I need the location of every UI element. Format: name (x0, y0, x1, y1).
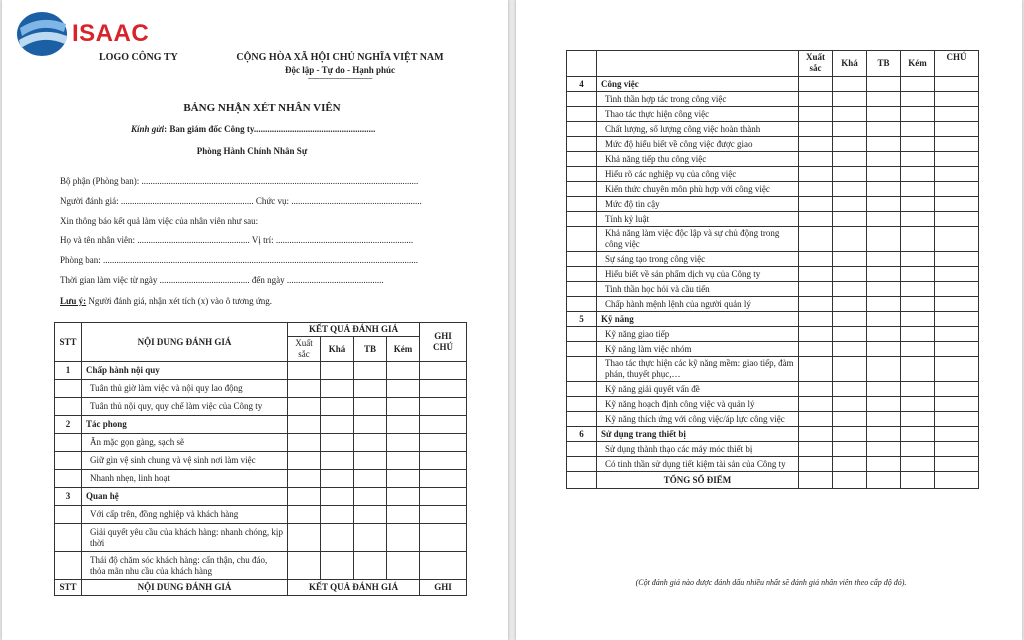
rating-cell[interactable] (901, 442, 935, 457)
criterion-row (567, 252, 979, 267)
criterion-label: Sự sáng tạo trong công việc (597, 252, 799, 267)
criterion-label: Chất lượng, số lượng công việc hoàn thành (597, 122, 799, 137)
criterion-label: Có tinh thần sử dụng tiết kiệm tài sản của Công ty (597, 457, 799, 472)
criterion-row (567, 227, 979, 252)
rating-cell[interactable] (867, 357, 901, 382)
note-cell[interactable] (935, 197, 979, 212)
rating-cell[interactable] (799, 397, 833, 412)
note-cell[interactable] (935, 227, 979, 252)
header-level: Xuất sắc (288, 337, 321, 362)
criterion-label: Thao tác thực hiện các kỹ năng mềm: giao tiếp, đàm phán, thuyết phục,… (597, 357, 799, 382)
rating-cell[interactable] (799, 357, 833, 382)
rating-cell[interactable] (833, 227, 867, 252)
group-row (55, 416, 467, 434)
company-logo-icon (16, 10, 70, 58)
rating-cell[interactable] (833, 342, 867, 357)
group-stt: 1 (55, 362, 82, 380)
form-line: Bộ phận (Phòng ban): ........................................................................................................................... (60, 176, 419, 186)
rating-cell[interactable] (901, 342, 935, 357)
group-stt: 3 (55, 488, 82, 506)
rating-cell[interactable] (867, 412, 901, 427)
rating-cell[interactable] (833, 167, 867, 182)
group-title: Chấp hành nội quy (82, 362, 288, 380)
department-name: Phòng Hành Chính Nhân Sự (196, 146, 308, 156)
footnote: (Cột đánh giá nào được đánh dấu nhiều nhất sẽ đánh giá nhân viên theo cấp độ đó). (635, 578, 907, 587)
rating-cell[interactable] (354, 452, 387, 470)
criterion-label: Tinh thần học hỏi và cầu tiến (597, 282, 799, 297)
rating-cell[interactable] (387, 552, 420, 580)
criterion-row (567, 182, 979, 197)
rating-cell[interactable] (799, 92, 833, 107)
note-cell[interactable] (935, 397, 979, 412)
note-cell[interactable] (935, 267, 979, 282)
criterion-label: Chấp hành mệnh lệnh của người quản lý (597, 297, 799, 312)
criterion-row (567, 107, 979, 122)
evaluation-table-1 (54, 322, 467, 596)
criterion-label: Nhanh nhẹn, linh hoạt (82, 470, 288, 488)
note-cell[interactable] (420, 524, 467, 552)
header-result: KẾT QUẢ ĐÁNH GIÁ (288, 323, 420, 337)
motto-rule: ----------------------------------- (307, 74, 373, 82)
header-level: TB (867, 51, 901, 77)
rating-cell[interactable] (833, 152, 867, 167)
rating-cell[interactable] (901, 412, 935, 427)
criterion-label: Sử dụng thành thạo các máy móc thiết bị (597, 442, 799, 457)
criterion-row (567, 327, 979, 342)
rating-cell[interactable] (799, 252, 833, 267)
rating-cell[interactable] (833, 442, 867, 457)
rating-cell[interactable] (833, 212, 867, 227)
criterion-label: Kỹ năng hoạch định công việc và quản lý (597, 397, 799, 412)
criterion-label: Thao tác thực hiện công việc (597, 107, 799, 122)
criterion-row (55, 552, 467, 580)
rating-cell[interactable] (799, 382, 833, 397)
rating-cell[interactable] (867, 167, 901, 182)
note-cell[interactable] (935, 357, 979, 382)
criterion-row (567, 92, 979, 107)
criterion-label: Giải quyết yêu cầu của khách hàng: nhanh chóng, kịp thời (82, 524, 288, 552)
rating-cell[interactable] (799, 342, 833, 357)
header-note: GHI CHÚ (420, 323, 467, 362)
kinh-gui-line: Kính gửi: Ban giám đốc Công ty...................................................... (131, 124, 376, 134)
document-page-2 (516, 0, 1022, 640)
criterion-label: Kỹ năng giải quyết vấn đề (597, 382, 799, 397)
note-cell[interactable] (935, 137, 979, 152)
rating-cell[interactable] (321, 524, 354, 552)
rating-cell[interactable] (901, 92, 935, 107)
rating-cell[interactable] (799, 227, 833, 252)
criterion-row (567, 442, 979, 457)
rating-cell[interactable] (354, 434, 387, 452)
rating-cell[interactable] (387, 506, 420, 524)
criterion-label: Giữ gìn vệ sinh chung và vệ sinh nơi làm việc (82, 452, 288, 470)
criterion-row (567, 457, 979, 472)
logo-text: ISAAC (72, 20, 150, 47)
rating-cell[interactable] (799, 297, 833, 312)
criterion-row (567, 212, 979, 227)
note-cell[interactable] (935, 167, 979, 182)
note-cell[interactable] (935, 412, 979, 427)
rating-cell[interactable] (867, 122, 901, 137)
rating-cell[interactable] (354, 552, 387, 580)
rating-cell[interactable] (799, 197, 833, 212)
rating-cell[interactable] (867, 442, 901, 457)
rating-cell[interactable] (867, 212, 901, 227)
rating-cell[interactable] (354, 398, 387, 416)
criterion-label: Mức độ hiểu biết về công việc được giao (597, 137, 799, 152)
note-cell[interactable] (420, 552, 467, 580)
group-stt: 5 (567, 312, 597, 327)
rating-cell[interactable] (867, 152, 901, 167)
note-cell[interactable] (420, 452, 467, 470)
form-line: Thời gian làm việc từ ngày ........................................ đến ngày ........................................... (60, 275, 384, 285)
rating-cell[interactable] (387, 434, 420, 452)
group-row (55, 362, 467, 380)
rating-cell[interactable] (867, 92, 901, 107)
rating-cell[interactable] (833, 382, 867, 397)
note-cell[interactable] (935, 182, 979, 197)
rating-cell[interactable] (901, 197, 935, 212)
rating-cell[interactable] (321, 470, 354, 488)
header-stt: STT (55, 323, 82, 362)
header-note: CHÚ (935, 51, 979, 77)
doc-title: BẢNG NHẬN XÉT NHÂN VIÊN (183, 102, 341, 114)
form-line: Phòng ban: ............................................................................................................................................ (60, 255, 419, 265)
note-cell[interactable] (420, 380, 467, 398)
rating-cell[interactable] (799, 282, 833, 297)
rating-cell[interactable] (799, 457, 833, 472)
note-cell[interactable] (935, 212, 979, 227)
header-content: NỘI DUNG ĐÁNH GIÁ (82, 323, 288, 362)
rating-cell[interactable] (901, 252, 935, 267)
group-title: Sử dụng trang thiết bị (597, 427, 799, 442)
rating-cell[interactable] (901, 382, 935, 397)
rating-cell[interactable] (901, 457, 935, 472)
criterion-label: Hiểu biết về sản phẩm dịch vụ của Công ty (597, 267, 799, 282)
rating-cell[interactable] (321, 452, 354, 470)
footer-stt: STT (55, 580, 82, 596)
group-title: Tác phong (82, 416, 288, 434)
rating-cell[interactable] (288, 380, 321, 398)
note-cell[interactable] (420, 470, 467, 488)
rating-cell[interactable] (901, 282, 935, 297)
rating-cell[interactable] (288, 434, 321, 452)
rating-cell[interactable] (833, 182, 867, 197)
rating-cell[interactable] (387, 380, 420, 398)
rating-cell[interactable] (833, 357, 867, 382)
group-stt: 2 (55, 416, 82, 434)
form-line: Họ và tên nhân viên: .................................................. Vị trí: ............................................................. (60, 235, 414, 245)
rating-cell[interactable] (288, 524, 321, 552)
rating-cell[interactable] (867, 342, 901, 357)
note-cell[interactable] (420, 434, 467, 452)
rating-cell[interactable] (799, 182, 833, 197)
group-row (567, 427, 979, 442)
criterion-row (567, 122, 979, 137)
rating-cell[interactable] (288, 552, 321, 580)
rating-cell[interactable] (833, 297, 867, 312)
rating-cell[interactable] (833, 282, 867, 297)
group-title: Quan hệ (82, 488, 288, 506)
criterion-label: Tuân thủ nội quy, quy chế làm việc của Công ty (82, 398, 288, 416)
criterion-label: Kỹ năng làm việc nhóm (597, 342, 799, 357)
header-level: Kém (387, 337, 420, 362)
rating-cell[interactable] (833, 137, 867, 152)
rating-cell[interactable] (901, 397, 935, 412)
criterion-label: Khả năng làm việc độc lập và sự chủ động trong công việc (597, 227, 799, 252)
rating-cell[interactable] (321, 506, 354, 524)
criterion-row (567, 167, 979, 182)
rating-cell[interactable] (799, 327, 833, 342)
rating-cell[interactable] (901, 357, 935, 382)
rating-cell[interactable] (387, 470, 420, 488)
note-cell[interactable] (935, 107, 979, 122)
rating-cell[interactable] (387, 524, 420, 552)
rating-cell[interactable] (354, 524, 387, 552)
criterion-row (55, 398, 467, 416)
header-level: Khá (321, 337, 354, 362)
document-page-1 (2, 0, 508, 640)
criterion-label: Tính kỷ luật (597, 212, 799, 227)
evaluation-table-2 (566, 50, 979, 489)
rating-cell[interactable] (799, 107, 833, 122)
note-cell[interactable] (935, 122, 979, 137)
criterion-label: Tinh thần hợp tác trong công việc (597, 92, 799, 107)
criterion-label: Mức độ tin cậy (597, 197, 799, 212)
header-level: Khá (833, 51, 867, 77)
rating-cell[interactable] (901, 297, 935, 312)
criterion-row (567, 342, 979, 357)
group-title: Kỹ năng (597, 312, 799, 327)
footer-result: KẾT QUẢ ĐÁNH GIÁ (288, 580, 420, 596)
rating-cell[interactable] (867, 182, 901, 197)
rating-cell[interactable] (799, 267, 833, 282)
rating-cell[interactable] (833, 397, 867, 412)
criterion-label: Tuân thủ giờ làm việc và nội quy lao động (82, 380, 288, 398)
header-level: TB (354, 337, 387, 362)
criterion-label: Khả năng tiếp thu công việc (597, 152, 799, 167)
rating-cell[interactable] (867, 227, 901, 252)
rating-cell[interactable] (901, 167, 935, 182)
criterion-row (567, 197, 979, 212)
rating-cell[interactable] (833, 267, 867, 282)
rating-cell[interactable] (867, 197, 901, 212)
group-row (55, 488, 467, 506)
rating-cell[interactable] (867, 267, 901, 282)
total-label: TỔNG SỐ ĐIỂM (597, 472, 799, 489)
note-cell[interactable] (935, 282, 979, 297)
criterion-row (567, 397, 979, 412)
logo-caption: LOGO CÔNG TY (99, 52, 178, 63)
rating-cell[interactable] (901, 227, 935, 252)
rating-cell[interactable] (799, 412, 833, 427)
rating-cell[interactable] (833, 457, 867, 472)
rating-cell[interactable] (288, 452, 321, 470)
group-title: Công việc (597, 77, 799, 92)
note-cell[interactable] (935, 297, 979, 312)
criterion-row (55, 434, 467, 452)
rating-cell[interactable] (354, 506, 387, 524)
rating-cell[interactable] (321, 398, 354, 416)
criterion-label: Ăn mặc gọn gàng, sạch sẽ (82, 434, 288, 452)
criterion-label: Kỹ năng giao tiếp (597, 327, 799, 342)
rating-cell[interactable] (901, 267, 935, 282)
rating-cell[interactable] (867, 327, 901, 342)
note-cell[interactable] (935, 457, 979, 472)
rating-cell[interactable] (901, 212, 935, 227)
criterion-row (55, 506, 467, 524)
rating-cell[interactable] (799, 122, 833, 137)
note-cell[interactable] (935, 442, 979, 457)
rating-cell[interactable] (799, 152, 833, 167)
rating-cell[interactable] (833, 107, 867, 122)
criterion-row (55, 524, 467, 552)
group-stt: 4 (567, 77, 597, 92)
rating-cell[interactable] (833, 122, 867, 137)
criterion-row (567, 357, 979, 382)
rating-cell[interactable] (867, 282, 901, 297)
header-level: Xuất sắc (799, 51, 833, 77)
footer-content: NỘI DUNG ĐÁNH GIÁ (82, 580, 288, 596)
note-cell[interactable] (935, 342, 979, 357)
rating-cell[interactable] (387, 398, 420, 416)
form-line: Người đánh giá: ........................................................... Chức vụ: .......................................................... (60, 196, 422, 206)
note-cell[interactable] (935, 152, 979, 167)
rating-cell[interactable] (867, 252, 901, 267)
rating-cell[interactable] (387, 452, 420, 470)
rating-cell[interactable] (901, 327, 935, 342)
motto: Độc lập - Tự do - Hạnh phúc (284, 65, 395, 75)
note-cell[interactable] (935, 382, 979, 397)
rating-cell[interactable] (901, 137, 935, 152)
criterion-row (567, 267, 979, 282)
rating-cell[interactable] (867, 137, 901, 152)
criterion-row (55, 452, 467, 470)
rating-cell[interactable] (833, 92, 867, 107)
rating-cell[interactable] (867, 397, 901, 412)
group-row (567, 77, 979, 92)
note-cell[interactable] (420, 506, 467, 524)
rating-cell[interactable] (321, 552, 354, 580)
rating-cell[interactable] (833, 412, 867, 427)
rating-cell[interactable] (901, 107, 935, 122)
criterion-row (567, 382, 979, 397)
note-cell[interactable] (935, 252, 979, 267)
note-cell[interactable] (420, 398, 467, 416)
rating-cell[interactable] (833, 327, 867, 342)
rating-cell[interactable] (867, 107, 901, 122)
rating-cell[interactable] (799, 167, 833, 182)
criterion-label: Thái độ chăm sóc khách hàng: cẩn thận, chu đáo, thỏa mãn nhu cầu của khách hàng (82, 552, 288, 580)
group-stt: 6 (567, 427, 597, 442)
rating-cell[interactable] (833, 252, 867, 267)
header-level: Kém (901, 51, 935, 77)
rating-cell[interactable] (288, 506, 321, 524)
criterion-row (567, 137, 979, 152)
rating-cell[interactable] (799, 442, 833, 457)
criterion-row (567, 152, 979, 167)
rating-cell[interactable] (354, 470, 387, 488)
rating-cell[interactable] (867, 457, 901, 472)
criterion-label: Kiến thức chuyên môn phù hợp với công việc (597, 182, 799, 197)
rating-cell[interactable] (901, 122, 935, 137)
criterion-label: Với cấp trên, đồng nghiệp và khách hàng (82, 506, 288, 524)
footer-note: GHI (420, 580, 467, 596)
country-name: CỘNG HÒA XÃ HỘI CHỦ NGHĨA VIỆT NAM (236, 52, 444, 63)
rating-cell[interactable] (321, 380, 354, 398)
criterion-row (567, 282, 979, 297)
criterion-row (55, 380, 467, 398)
criterion-row (55, 470, 467, 488)
note-cell[interactable] (935, 92, 979, 107)
note-cell[interactable] (935, 327, 979, 342)
note-line: Lưu ý: Người đánh giá, nhận xét tích (x) vào ô tương ứng. (60, 296, 273, 306)
rating-cell[interactable] (321, 434, 354, 452)
criterion-row (567, 297, 979, 312)
rating-cell[interactable] (867, 382, 901, 397)
rating-cell[interactable] (901, 182, 935, 197)
criterion-row (567, 412, 979, 427)
criterion-label: Hiểu rõ các nghiệp vụ của công việc (597, 167, 799, 182)
rating-cell[interactable] (288, 398, 321, 416)
form-line: Xin thông báo kết quả làm việc của nhân viên như sau: (60, 216, 259, 226)
rating-cell[interactable] (799, 212, 833, 227)
rating-cell[interactable] (288, 470, 321, 488)
criterion-label: Kỹ năng thích ứng với công việc/áp lực công việc (597, 412, 799, 427)
rating-cell[interactable] (354, 380, 387, 398)
rating-cell[interactable] (867, 297, 901, 312)
rating-cell[interactable] (833, 197, 867, 212)
rating-cell[interactable] (799, 137, 833, 152)
group-row (567, 312, 979, 327)
rating-cell[interactable] (901, 152, 935, 167)
